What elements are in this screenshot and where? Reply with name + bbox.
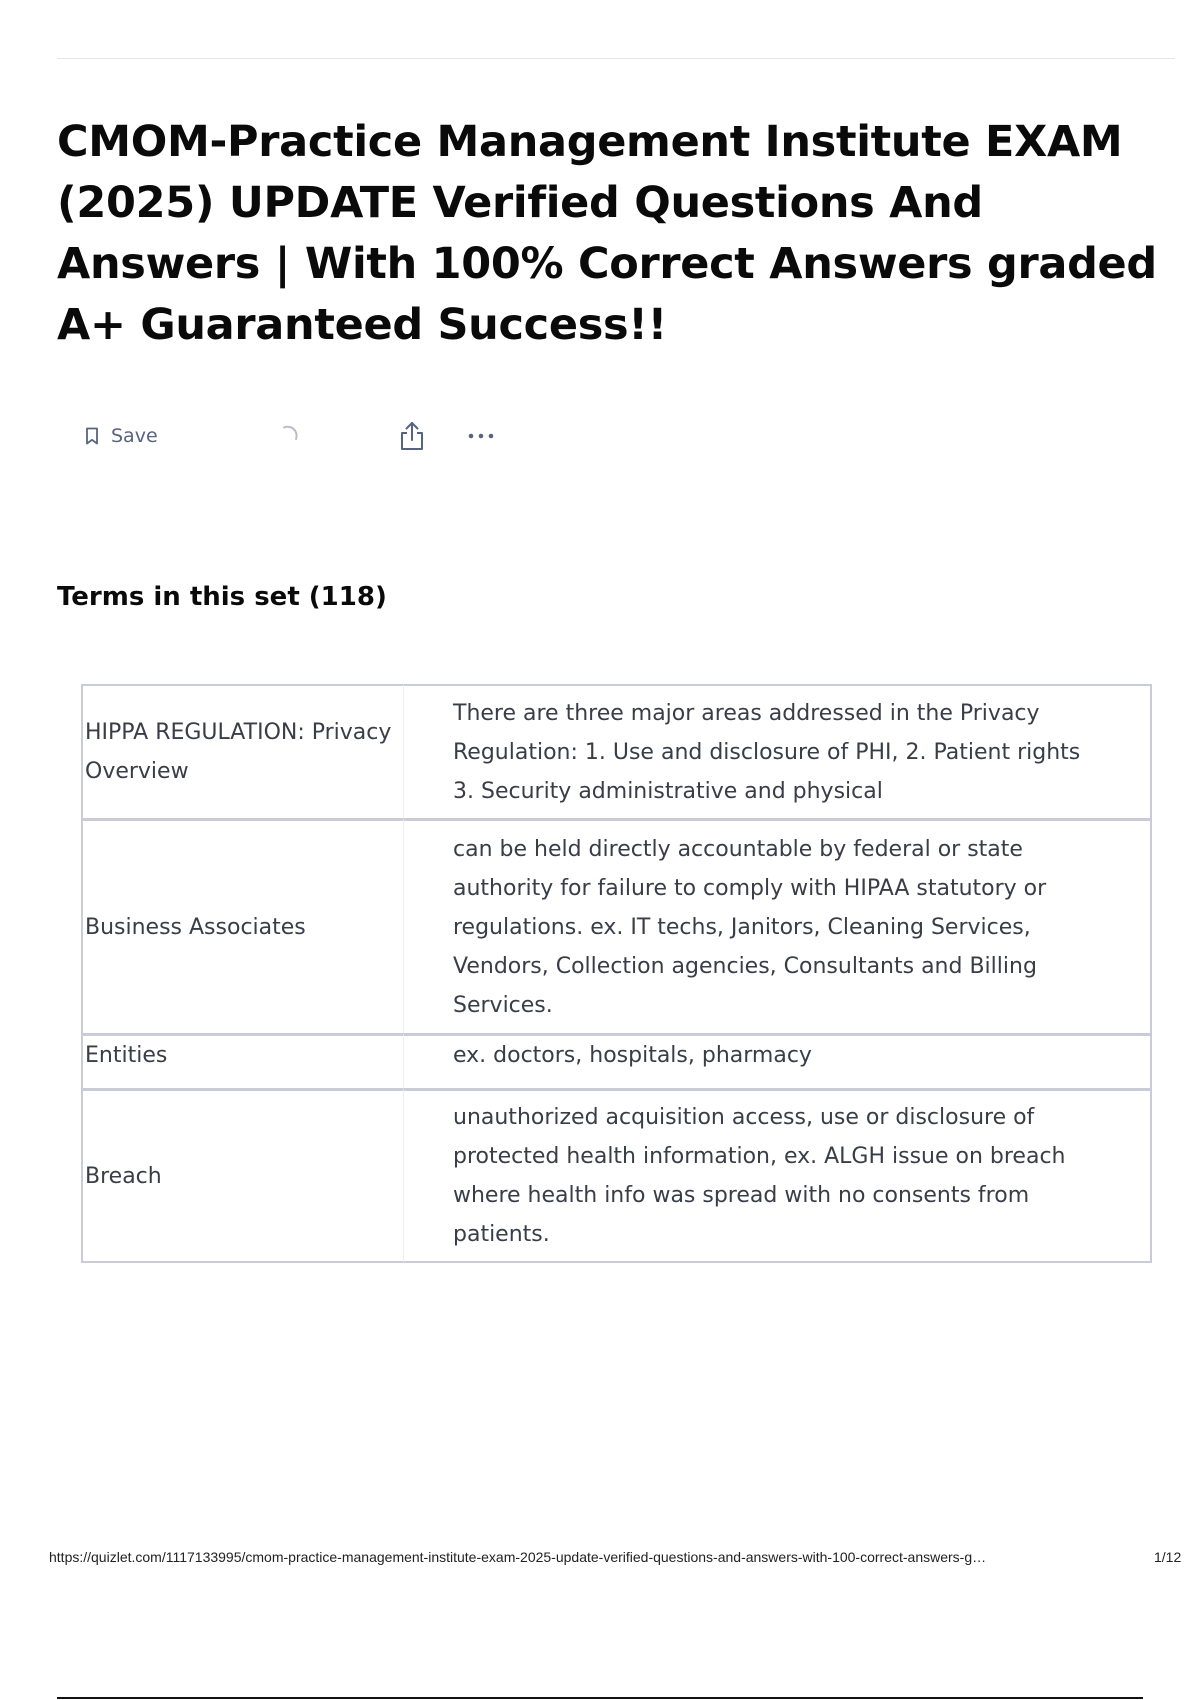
page-title: CMOM-Practice Management Institute EXAM (2025) UPDATE Verified Questions And Answers | With 100% Correct Answers graded A+ Guaranteed Success!! [57,117,1157,350]
share-icon[interactable] [398,420,426,452]
header-divider [57,58,1175,59]
table-row [81,1088,1152,1263]
table-row [81,818,1152,1033]
loading-spinner-icon [275,423,301,449]
term-cell: HIPPA REGULATION: Privacy Overview [81,684,404,818]
definition-cell: unauthorized acquisition access, use or disclosure of protected health information, ex. ALGH issue on breach where health info was spread with no consents from patients. [404,1088,1152,1263]
terms-table [81,684,1152,1263]
term-cell: Business Associates [81,818,404,1033]
term-cell: Entities [81,1033,404,1088]
definition-cell: can be held directly accountable by federal or state authority for failure to comply with HIPAA statutory or regulations. ex. IT techs, Janitors, Cleaning Services, Vendors, Collection agencies, Consultants and Billing Services. [404,818,1152,1033]
table-row [81,1033,1152,1088]
bottom-divider [57,1697,1143,1699]
save-button-label: Save [111,425,158,447]
term-cell: Breach [81,1088,404,1263]
save-button[interactable] [85,420,158,452]
definition-cell: There are three major areas addressed in the Privacy Regulation: 1. Use and disclosure of PHI, 2. Patient rights 3. Security administrative and physical [404,684,1152,818]
table-row [81,684,1152,818]
print-url: https://quizlet.com/1117133995/cmom-practice-management-institute-exam-2025-update-verified-questions-and-answers-with-100-correct-answers-g… [49,1549,987,1565]
bookmark-icon [85,427,99,445]
terms-heading: Terms in this set (118) [57,582,387,612]
definition-cell: ex. doctors, hospitals, pharmacy [404,1033,1152,1088]
more-options-icon[interactable] [467,420,497,452]
page-number: 1/12 [1154,1549,1182,1565]
set-toolbar [85,420,525,452]
